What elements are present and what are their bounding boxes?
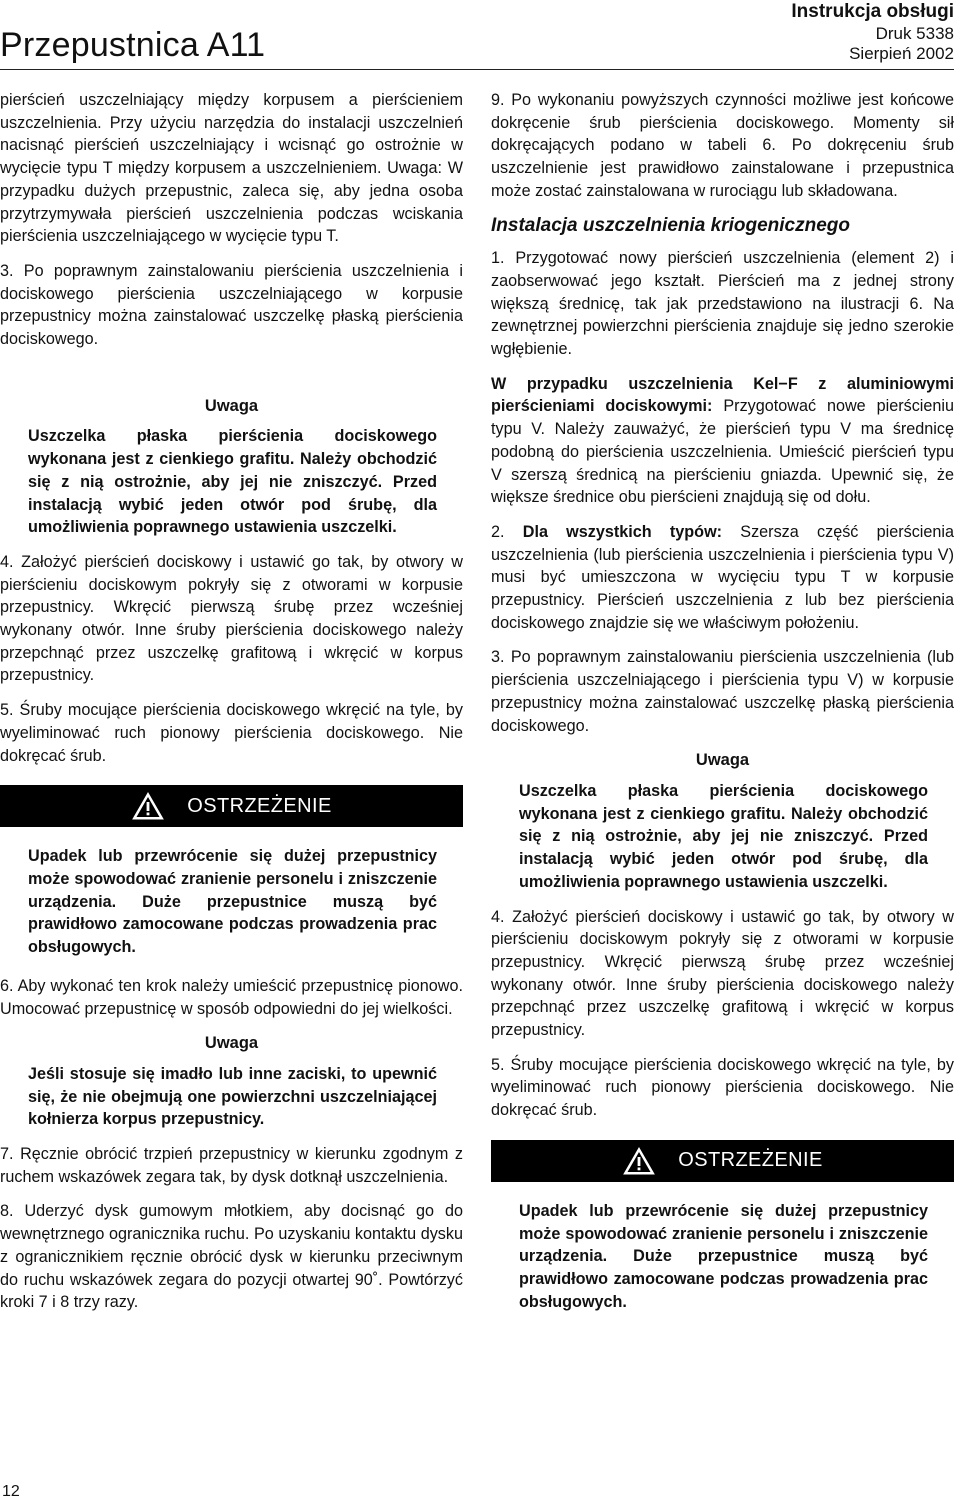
print-number: Druk 5338	[875, 24, 954, 43]
warning-label: OSTRZEŻENIE	[187, 794, 332, 817]
warning-body: Upadek lub przewrócenie się dużej przepustnicy może spowodować zranienie personelu i zniszczenie urządzenia. Duże przepustnice muszą być prawidłowo zamocowane podczas prowadzenia prac obsługowych.	[519, 1201, 928, 1311]
document-title: Przepustnica A11	[0, 26, 266, 64]
note-body: Uszczelka płaska pierścienia dociskowego wykonana jest z cienkiego grafitu. Należy obchodzić się z nią ostrożnie, aby jej nie zniszczyć. Przed instalacją wybić jeden otwór pod śrubę, dla umożliwienia poprawnego ustawienia uszczelki.	[28, 427, 437, 537]
note-heading: Uwaga	[204, 1034, 259, 1053]
warning-triangle-icon	[622, 1146, 656, 1176]
section-heading: Instalacja uszczelnienia kriogenicznego	[491, 214, 851, 236]
header-meta	[791, 0, 954, 64]
paragraph-step-5: 5. Śruby mocujące pierścienia dociskowego wkręcić na tyle, by wyeliminować ruch pionowy pierścienia dociskowego. Nie dokręcać śrub.	[491, 1055, 954, 1120]
paragraph-step-2	[491, 521, 954, 635]
paragraph-step-4: 4. Założyć pierścień dociskowy i ustawić go tak, by otwory w pierścieniu dociskowym pokryły się z otworami w korpusie przepustnicy. Wkręcić pierwszą śrubę przez wcześniej wykonany otwór. Inne śruby pierścienia dociskowego należy przepchnąć przez uszczelkę grafitową i wkręcić w korpus przepustnicy.	[491, 907, 954, 1040]
paragraph-continuation: pierścień uszczelniający między korpusem a pierścieniem uszczelnienia. Przy użyciu narzędzia do instalacji uszczelnień nacisnąć pierścień uszczelniający i wcisnąć go ostrożnie w wycięcie typu T między korpusem a uszczelnieniem. Uwaga: W przypadku dużych przepustnic, zaleca się, aby jedna osoba przytrzymywała pierścień uszczelnienia podczas wciskania pierścienia uszczelniającego w wycięcie typu T.	[0, 91, 463, 246]
note-heading: Uwaga	[695, 751, 750, 770]
note-body: Jeśli stosuje się imadło lub inne zaciski, to upewnić się, że nie obejmują one powierzchni uszczelniającej kołnierza korpus przepustnicy.	[28, 1064, 437, 1129]
step-2-lead: Dla wszystkich typów:	[522, 522, 723, 541]
paragraph-step-3: 3. Po poprawnym zainstalowaniu pierścienia uszczelnienia (lub pierścienia uszczelniającego i pierścienia typu V) w korpusie przepustnicy można zainstalować uszczelkę płaską pierścienia dociskowego.	[491, 648, 954, 735]
paragraph-step-9: 9. Po wykonaniu powyższych czynności możliwe jest końcowe dokręcenie śrub pierścienia dociskowego. Momenty sił dokręcających podano w tabeli 6. Po dokręceniu śrub uszczelnienie jest prawidłowo zainstalowane i przepustnica może zostać zainstalowana w rurociągu lub składowana.	[491, 91, 954, 200]
paragraph-kel-f	[491, 373, 954, 509]
doc-type: Instrukcja obsługi	[791, 1, 954, 22]
left-column	[0, 89, 463, 1326]
paragraph-step-6: 6. Aby wykonać ten krok należy umieścić przepustnicę pionowo. Umocować przepustnicę w sposób odpowiedni do jej wielkości.	[0, 976, 463, 1018]
header-rule	[0, 69, 954, 70]
paragraph-step-7: 7. Ręcznie obrócić trzpień przepustnicy w kierunku zgodnym z ruchem wskazówek zegara tak, by dysk dotknął uszczelnienia.	[0, 1145, 463, 1186]
paragraph-step-3: 3. Po poprawnym zainstalowaniu pierścienia uszczelnienia i dociskowego pierścienia uszczelniającego w korpusie przepustnicy można zainstalować uszczelkę płaską pierścienia dociskowego.	[0, 261, 463, 349]
page-number: 12	[2, 1483, 20, 1500]
warning-body: Upadek lub przewrócenie się dużej przepustnicy może spowodować zranienie personelu i zniszczenie urządzenia. Duże przepustnice muszą być prawidłowo zamocowane podczas prowadzenia prac obsługowych.	[28, 847, 437, 957]
warning-banner	[491, 1140, 954, 1182]
paragraph-step-4: 4. Założyć pierścień dociskowy i ustawić go tak, by otwory w pierścieniu dociskowym pokryły się z otworami w korpusie przepustnicy. Wkręcić pierwszą śrubę przez wcześniej wykonany otwór. Inne śruby pierścienia dociskowego należy przepchnąć przez uszczelkę grafitową i wkręcić w korpus przepustnicy.	[0, 552, 463, 685]
note-heading: Uwaga	[204, 396, 259, 415]
warning-label: OSTRZEŻENIE	[678, 1149, 823, 1172]
step-2-number: 2.	[491, 522, 523, 541]
paragraph-step-5: 5. Śruby mocujące pierścienia dociskowego wkręcić na tyle, by wyeliminować ruch pionowy pierścienia dociskowego. Nie dokręcać śrub.	[0, 701, 463, 765]
kel-f-text: Przygotować nowe pierścieniu typu V. Należy zauważyć, że pierścień typu V ma średnicę podobną do pierścienia uszczelnienia. Umieścić pierścień typu V szerszą średnicą na pierścieniu gniazda. Upewnić się, że większe średnice obu pierścieni znajdują się od dołu.	[491, 397, 954, 507]
print-date: Sierpień 2002	[849, 44, 954, 63]
warning-triangle-icon	[131, 791, 165, 821]
kel-f-lead: W przypadku uszczelnienia Kel−F z aluminiowymi pierścieniami dociskowymi:	[491, 374, 954, 416]
warning-banner	[0, 785, 463, 827]
right-column	[491, 89, 954, 1329]
paragraph-step-8: 8. Uderzyć dysk gumowym młotkiem, aby docisnąć go do wewnętrznego ogranicznika ruchu. Po uzyskaniu kontaktu dysku z ogranicznikiem ręcznie obrócić dysk w kierunku przeciwnym do ruchu wskazówek zegara do pozycji otwartej 90˚. Powtórzyć kroki 7 i 8 trzy razy.	[0, 1202, 463, 1312]
note-body: Uszczelka płaska pierścienia dociskowego wykonana jest z cienkiego grafitu. Należy obchodzić się z nią ostrożnie, aby jej nie zniszczyć. Przed instalacją wybić jeden otwór pod śrubę, dla umożliwienia poprawnego ustawienia uszczelki.	[519, 781, 928, 891]
step-2-text: Szersza część pierścienia uszczelnienia (lub pierścienia uszczelnienia i pierścienia typu V) musi być umieszczona w wycięciu typu T w korpusie przepustnicy. Pierścień uszczelnienia z lub bez pierścienia dociskowego znajdzie się we właściwym położeniu.	[491, 522, 954, 632]
paragraph-step-1: 1. Przygotować nowy pierścień uszczelnienia (element 2) i zaobserwować jego kształt. Pierścień ma z jednej strony większą średnicę, tak jak przedstawiono na ilustracji 6. Na zewnętrznej powierzchni pierścienia znajduje się jedno szerokie wgłębienie.	[491, 249, 954, 359]
